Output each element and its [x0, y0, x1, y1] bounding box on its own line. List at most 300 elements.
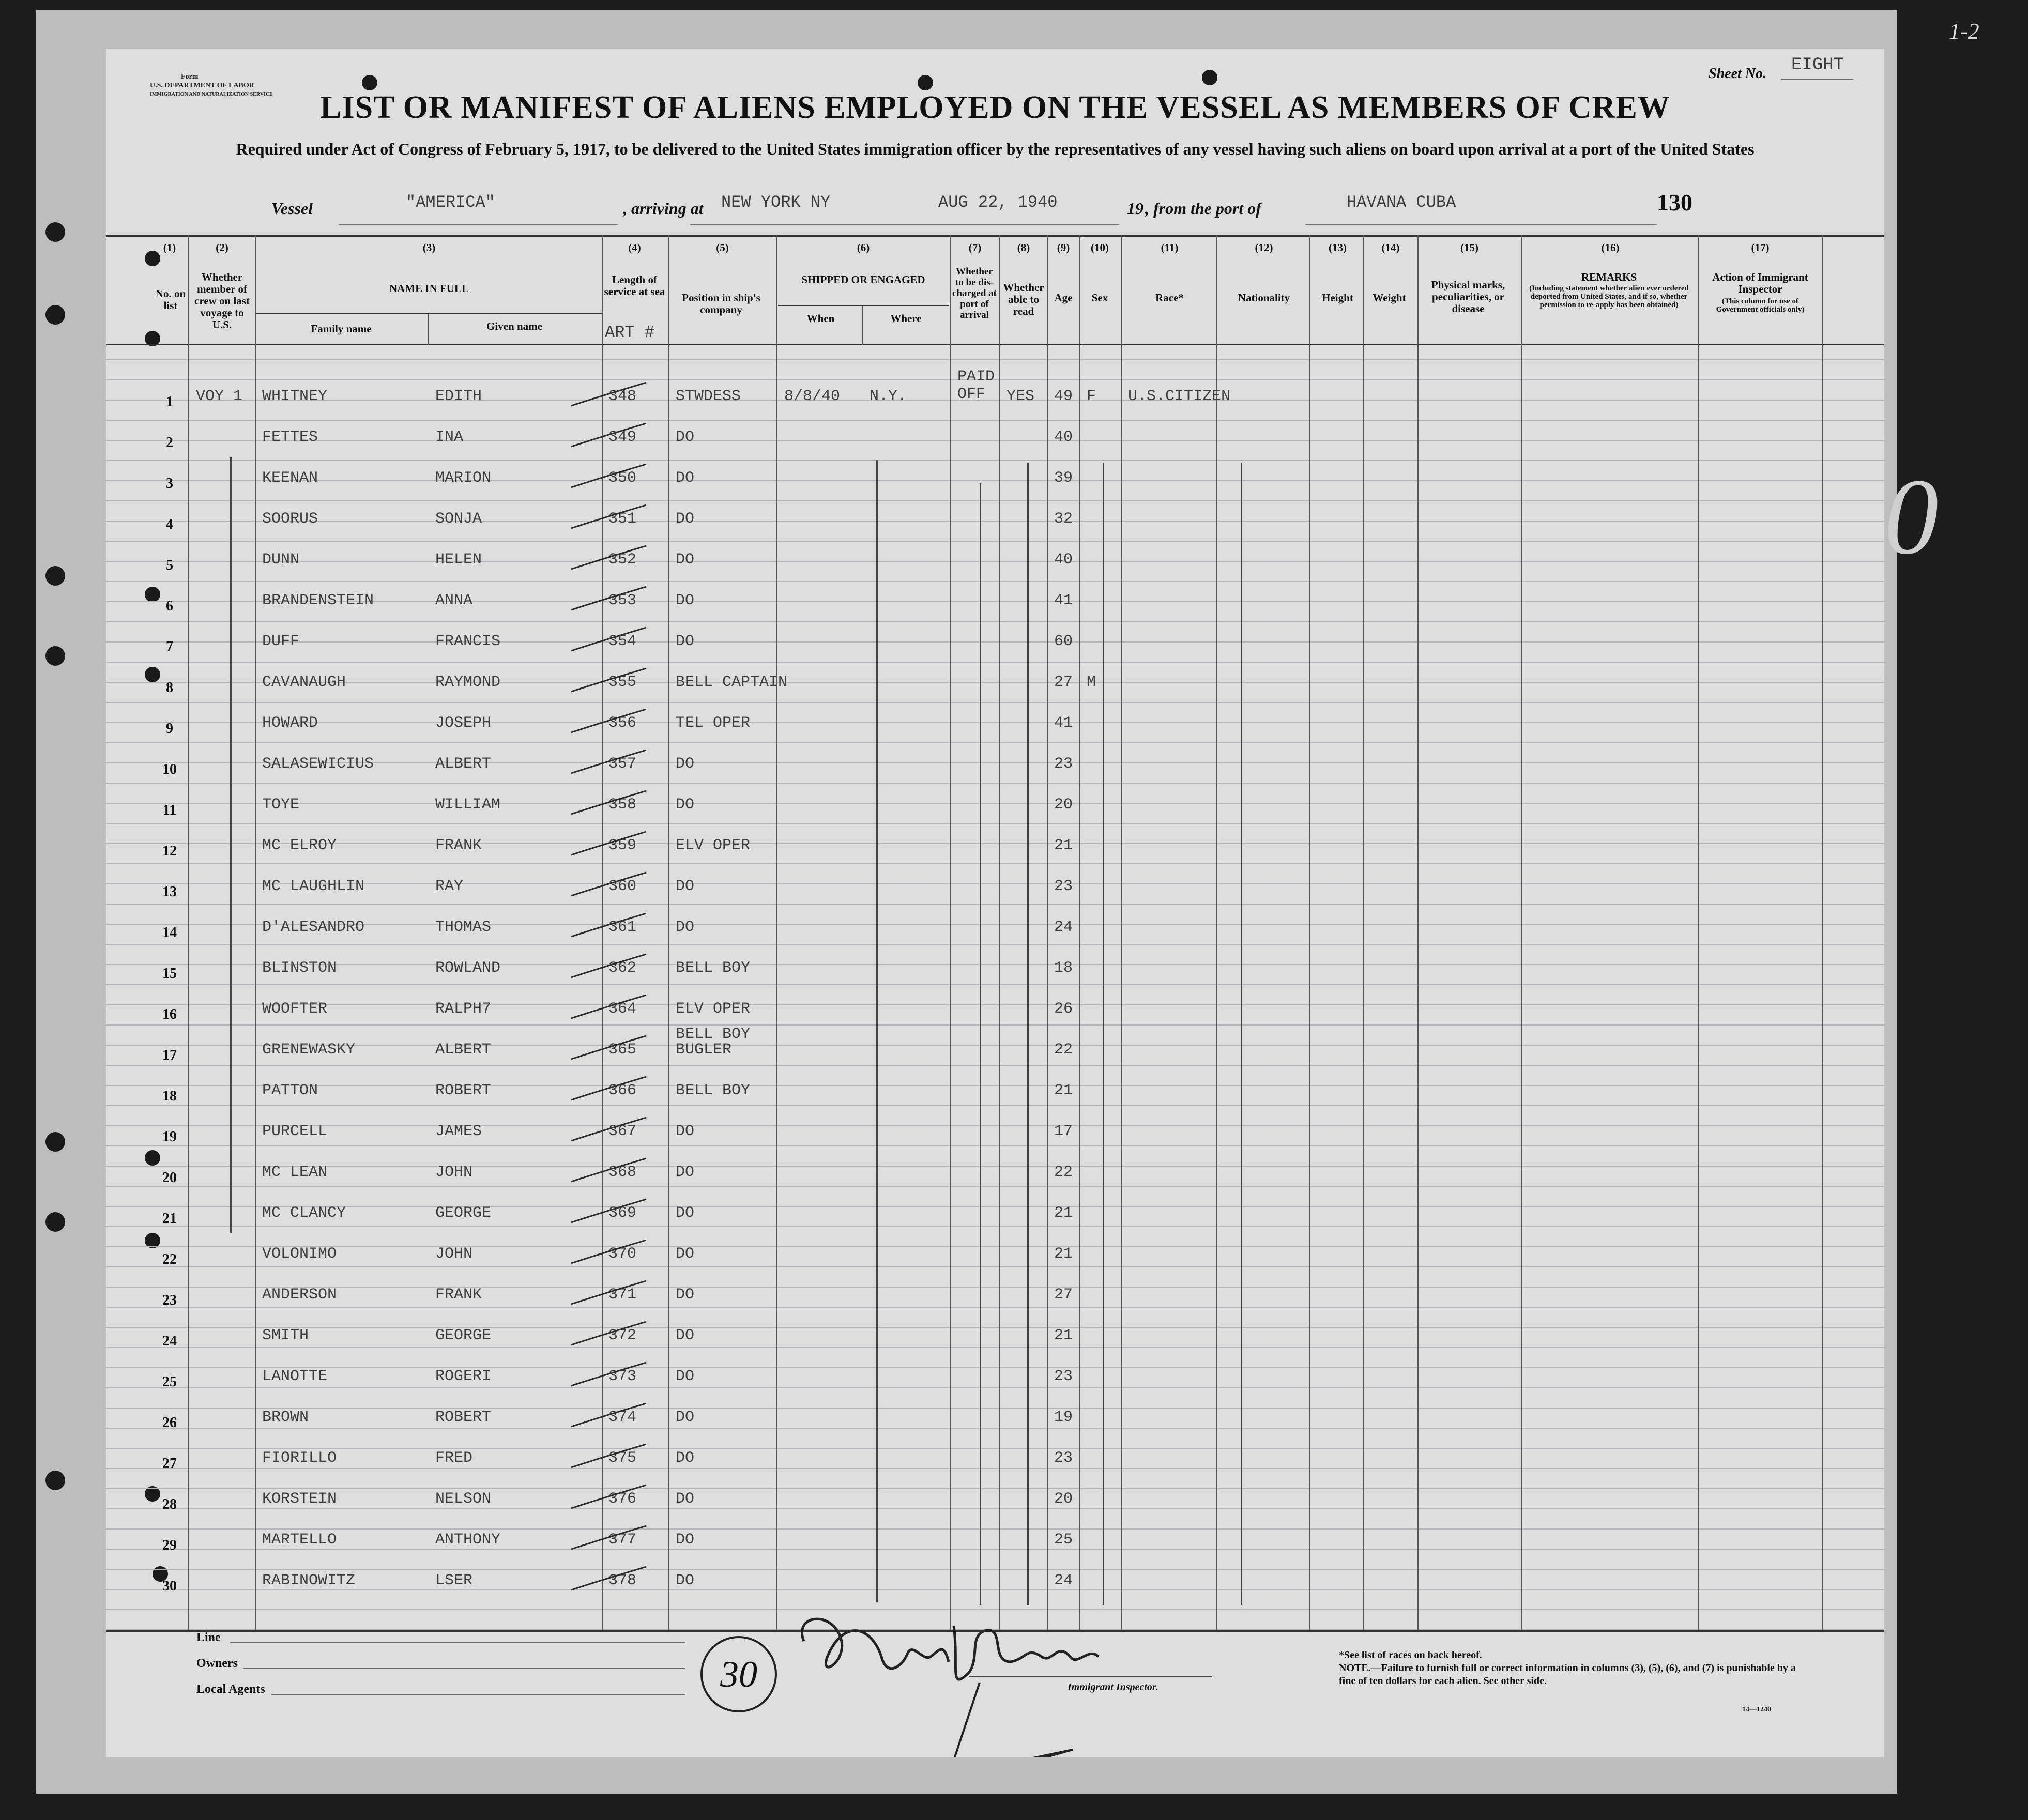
cell-given: RAY — [435, 878, 464, 895]
ledger-rule — [106, 702, 1884, 703]
cell-no: 2 — [166, 435, 173, 451]
header-sex: Sex — [1091, 292, 1108, 304]
cell-family: DUFF — [262, 633, 300, 650]
check-stroke-icon — [569, 1401, 651, 1432]
cell-art: 366 — [608, 1082, 637, 1099]
cell-art: 372 — [608, 1327, 637, 1344]
arriving-label: , arriving at — [623, 199, 704, 218]
agents-underline — [271, 1694, 685, 1695]
cell-position: DO — [676, 755, 695, 773]
check-stroke-icon — [569, 543, 651, 574]
ledger-rule — [106, 1367, 1884, 1368]
cell-no: 4 — [166, 516, 173, 532]
ledger-rule — [106, 783, 1884, 784]
column-rule — [188, 235, 189, 1631]
ledger-rule — [106, 1307, 1884, 1308]
ledger-rule — [106, 1468, 1884, 1469]
check-stroke-icon — [569, 1197, 651, 1228]
ledger-rule — [106, 924, 1884, 925]
column-rule — [1822, 235, 1823, 1631]
cell-no: 14 — [162, 925, 177, 941]
arriving-underline — [690, 224, 1119, 225]
column-rule — [776, 235, 777, 1631]
ledger-rule — [106, 359, 1884, 360]
cell-family: PATTON — [262, 1082, 318, 1099]
cell-art: 378 — [608, 1572, 637, 1589]
ledger-rule — [106, 1347, 1884, 1348]
cell-age: 39 — [1054, 469, 1073, 487]
cell-given: FRANK — [435, 837, 482, 854]
header-no-on-list: No. on list — [155, 287, 186, 312]
cell-family: WOOFTER — [262, 1000, 328, 1018]
cell-age: 23 — [1054, 1449, 1073, 1467]
column-number: (7) — [968, 241, 982, 254]
cell-given: EDITH — [435, 388, 482, 405]
page-number: 130 — [1657, 189, 1692, 216]
ledger-rule — [106, 883, 1884, 884]
departure-port: HAVANA CUBA — [1347, 193, 1456, 212]
header-discharged: Whether to be dis-charged at port of arrival — [952, 266, 997, 320]
cell-family: MC LEAN — [262, 1164, 328, 1181]
ledger-rule — [106, 742, 1884, 743]
column-number: (17) — [1751, 241, 1770, 254]
ledger-rule — [106, 843, 1884, 844]
cell-given: SONJA — [435, 510, 482, 528]
cell-family: MARTELLO — [262, 1531, 337, 1549]
cell-age: 41 — [1054, 714, 1073, 732]
binder-hole — [45, 566, 65, 586]
cell-discharged: PAID OFF — [957, 368, 995, 403]
header-last-voyage: Whether member of crew on last voyage to U.S. — [194, 271, 250, 331]
cell-voy: VOY 1 — [196, 388, 243, 405]
cell-age: 24 — [1054, 1572, 1073, 1589]
cell-no: 24 — [162, 1333, 177, 1349]
cell-art: 352 — [608, 551, 637, 569]
header-race: Race* — [1155, 292, 1184, 304]
ledger-rule — [106, 1266, 1884, 1267]
check-stroke-icon — [569, 707, 651, 738]
inspector-underline — [969, 1676, 1212, 1677]
arrival-date: AUG 22, 1940 — [938, 193, 1058, 212]
punch-hole — [1202, 70, 1217, 85]
cell-no: 3 — [166, 476, 173, 492]
header-length-service: Length of service at sea — [604, 273, 665, 298]
binder-hole — [45, 222, 65, 242]
vessel-label: Vessel — [271, 199, 313, 218]
ledger-rule — [106, 904, 1884, 905]
cell-given: ALBERT — [435, 1041, 492, 1059]
cell-position: DO — [676, 429, 695, 446]
races-note: *See list of races on back hereof. — [1339, 1649, 1482, 1661]
column-rule — [668, 235, 669, 1631]
header-where: Where — [890, 312, 922, 325]
cell-age: 25 — [1054, 1531, 1073, 1549]
check-stroke-icon — [569, 911, 651, 942]
cell-art: 348 — [608, 388, 637, 405]
cell-position: DO — [676, 1490, 695, 1508]
cell-position: DO — [676, 1286, 695, 1304]
cell-family: SOORUS — [262, 510, 318, 528]
cell-given: ROGERI — [435, 1368, 492, 1385]
manifest-title: LIST OR MANIFEST OF ALIENS EMPLOYED ON THE VESSEL AS MEMBERS OF CREW — [320, 90, 1670, 125]
cell-no: 26 — [162, 1415, 177, 1431]
cell-position: DO — [676, 592, 695, 609]
port-label: , from the port of — [1145, 199, 1261, 218]
cell-art: 364 — [608, 1000, 637, 1018]
cell-given: NELSON — [435, 1490, 492, 1508]
ledger-rule — [106, 1549, 1884, 1550]
ledger-rule — [106, 803, 1884, 804]
cell-age: 20 — [1054, 1490, 1073, 1508]
check-stroke-icon — [569, 1074, 651, 1105]
ledger-rule — [106, 1186, 1884, 1187]
column-number: (5) — [716, 241, 729, 254]
cell-position: BELL BOY — [676, 1082, 751, 1099]
column-rule — [999, 235, 1000, 1631]
cell-family: GRENEWASKY — [262, 1041, 356, 1059]
cell-given: INA — [435, 429, 464, 446]
cell-family: BLINSTON — [262, 959, 337, 977]
header-weight: Weight — [1373, 292, 1406, 304]
cell-position: DO — [676, 1123, 695, 1140]
column-rule — [862, 306, 863, 345]
cell-position: STWDESS — [676, 388, 741, 405]
column-rule — [255, 235, 256, 1631]
header-art-number: ART # — [605, 323, 655, 342]
cell-no: 28 — [162, 1496, 177, 1512]
binder-hole — [45, 1132, 65, 1152]
cell-family: BRANDENSTEIN — [262, 592, 374, 609]
owners-label: Owners — [196, 1657, 238, 1670]
ditto-line — [876, 460, 878, 1602]
cell-age: 23 — [1054, 1368, 1073, 1385]
cell-art: 360 — [608, 878, 637, 895]
cell-age: 27 — [1054, 674, 1073, 691]
ditto-line — [980, 483, 981, 1605]
ledger-rule — [106, 1004, 1884, 1005]
cell-age: 27 — [1054, 1286, 1073, 1304]
ledger-rule — [106, 823, 1884, 824]
cell-no: 23 — [162, 1292, 177, 1308]
cell-position: DO — [676, 878, 695, 895]
ledger-rule — [106, 581, 1884, 582]
cell-given: GEORGE — [435, 1327, 492, 1344]
header-remarks-note: (Including statement whether alien ever ordered deported from United States, and if so, whether permission to re-apply has been obtained) — [1529, 284, 1689, 309]
column-rule — [1216, 235, 1217, 1631]
cell-position: TEL OPER — [676, 714, 751, 732]
ledger-rule — [106, 1589, 1884, 1590]
cell-sex: M — [1087, 674, 1096, 691]
header-nationality: Nationality — [1238, 292, 1290, 304]
cell-age: 24 — [1054, 919, 1073, 936]
name-header-rule — [256, 313, 602, 314]
binder-hole — [45, 1212, 65, 1232]
sheet-number: EIGHT — [1791, 55, 1844, 75]
cell-age: 20 — [1054, 796, 1073, 814]
cell-no: 1 — [166, 394, 173, 410]
cell-art: 354 — [608, 633, 637, 650]
check-stroke-icon — [569, 1319, 651, 1350]
ledger-rule — [106, 682, 1884, 683]
ledger-rule — [106, 561, 1884, 562]
punch-hole — [145, 1150, 160, 1166]
ledger-rule — [106, 1206, 1884, 1207]
column-number: (9) — [1057, 241, 1070, 254]
ledger-rule — [106, 1125, 1884, 1126]
cell-age: 21 — [1054, 1245, 1073, 1263]
ledger-rule — [106, 1024, 1884, 1026]
port-underline — [1305, 224, 1657, 225]
cell-art: 350 — [608, 469, 637, 487]
binder-hole — [45, 646, 65, 666]
cell-art: 358 — [608, 796, 637, 814]
cell-family: RABINOWITZ — [262, 1572, 356, 1589]
ledger-rule — [106, 500, 1884, 501]
cell-age: 21 — [1054, 1082, 1073, 1099]
ledger-rule — [106, 1408, 1884, 1409]
column-number: (6) — [857, 241, 870, 254]
column-rule — [1309, 235, 1310, 1631]
sheet-label: Sheet No. — [1709, 66, 1766, 82]
cell-family: KORSTEIN — [262, 1490, 337, 1508]
cell-given: FRANCIS — [435, 633, 501, 650]
check-stroke-icon — [569, 584, 651, 615]
cell-no: 21 — [162, 1211, 177, 1227]
cell-race: U.S.CITIZEN — [1128, 388, 1231, 405]
cell-family: PURCELL — [262, 1123, 328, 1140]
check-stroke-icon — [569, 952, 651, 983]
cell-position: BELL CAPTAIN — [676, 674, 788, 691]
ledger-rule — [106, 1246, 1884, 1247]
check-stroke-icon — [569, 1033, 651, 1064]
cell-art: 369 — [608, 1204, 637, 1222]
cell-family: VOLONIMO — [262, 1245, 337, 1263]
cell-no: 19 — [162, 1129, 177, 1145]
cell-when: 8/8/40 — [784, 388, 841, 405]
header-given-name: Given name — [486, 320, 542, 332]
cell-age: 26 — [1054, 1000, 1073, 1018]
cell-art: 359 — [608, 837, 637, 854]
cell-no: 10 — [162, 761, 177, 777]
ledger-rule — [106, 1528, 1884, 1530]
cell-given: ROWLAND — [435, 959, 501, 977]
ledger-rule — [106, 1387, 1884, 1388]
ledger-rule — [106, 1226, 1884, 1227]
cell-position: DO — [676, 1164, 695, 1181]
punch-hole — [918, 75, 933, 90]
ledger-rule — [106, 1448, 1884, 1449]
cell-age: 23 — [1054, 755, 1073, 773]
cell-family: CAVANAUGH — [262, 674, 346, 691]
column-number: (3) — [422, 241, 436, 254]
cell-given: FRED — [435, 1449, 473, 1467]
ledger-rule — [106, 541, 1884, 542]
cell-age: 22 — [1054, 1164, 1073, 1181]
column-number: (13) — [1329, 241, 1347, 254]
cell-given: LSER — [435, 1572, 473, 1589]
check-stroke-icon — [569, 870, 651, 901]
line-underline — [230, 1642, 685, 1643]
cell-age: 60 — [1054, 633, 1073, 650]
cell-given: MARION — [435, 469, 492, 487]
check-stroke-icon — [569, 747, 651, 778]
cell-position: ELV OPER — [676, 837, 751, 854]
form-id: Form U.S. DEPARTMENT OF LABOR IMMIGRATION AND NATURALIZATION SERVICE — [150, 73, 273, 97]
cell-no: 16 — [162, 1006, 177, 1022]
cell-no: 13 — [162, 884, 177, 900]
cell-age: 21 — [1054, 1204, 1073, 1222]
cell-position: DO — [676, 1204, 695, 1222]
check-stroke-icon — [569, 1442, 651, 1473]
sheet-underline — [1781, 79, 1853, 80]
check-stroke-icon — [569, 502, 651, 533]
header-action: Action of Immigrant Inspector — [1712, 271, 1808, 295]
cell-position: DO — [676, 1531, 695, 1549]
cell-position: DO — [676, 1368, 695, 1385]
local-agents-label: Local Agents — [196, 1683, 265, 1696]
column-rule — [950, 235, 951, 1631]
cell-art: 365 — [608, 1041, 637, 1059]
cell-given: WILLIAM — [435, 796, 501, 814]
ledger-rule — [106, 621, 1884, 622]
owners-underline — [243, 1668, 685, 1669]
cell-no: 9 — [166, 721, 173, 737]
check-stroke-icon — [569, 1156, 651, 1187]
cell-art: 349 — [608, 429, 637, 446]
header-height: Height — [1322, 292, 1353, 304]
cell-family: MC LAUGHLIN — [262, 878, 365, 895]
cell-art: 376 — [608, 1490, 637, 1508]
check-stroke-icon — [569, 1115, 651, 1146]
column-number: (8) — [1017, 241, 1030, 254]
manifest-page — [106, 49, 1884, 1757]
cell-art: 353 — [608, 592, 637, 609]
cell-position: DO — [676, 1327, 695, 1344]
inspector-label: Immigrant Inspector. — [1068, 1681, 1158, 1693]
cell-position: DO — [676, 1572, 695, 1589]
cell-no: 8 — [166, 680, 173, 696]
header-remarks: REMARKS — [1581, 271, 1637, 283]
cell-age: 19 — [1054, 1409, 1073, 1426]
binder-hole — [45, 305, 65, 325]
cell-no: 11 — [162, 802, 177, 818]
cell-no: 12 — [162, 843, 177, 859]
cell-no: 17 — [162, 1047, 177, 1063]
cell-art: 351 — [608, 510, 637, 528]
cell-art: 375 — [608, 1449, 637, 1467]
column-rule — [1047, 235, 1048, 1631]
cell-family: SMITH — [262, 1327, 309, 1344]
ledger-rule — [106, 944, 1884, 945]
cell-no: 18 — [162, 1088, 177, 1104]
cell-age: 49 — [1054, 388, 1073, 405]
cell-given: JOHN — [435, 1245, 473, 1263]
cell-family: D'ALESANDRO — [262, 919, 365, 936]
check-stroke-icon — [569, 829, 651, 860]
cell-family: HOWARD — [262, 714, 318, 732]
header-age: Age — [1054, 292, 1073, 304]
column-rule — [1363, 235, 1364, 1631]
column-number: (15) — [1460, 241, 1478, 254]
ledger-rule — [106, 662, 1884, 663]
cell-position: ELV OPER — [676, 1000, 751, 1018]
ledger-rule — [106, 1105, 1884, 1106]
cell-age: 23 — [1054, 878, 1073, 895]
ledger-rule — [106, 722, 1884, 723]
cell-art: 362 — [608, 959, 637, 977]
cell-given: ANNA — [435, 592, 473, 609]
ledger-rule — [106, 1045, 1884, 1046]
header-position: Position in ship's company — [682, 292, 760, 316]
cell-no: 6 — [166, 598, 173, 614]
header-bottom-rule — [106, 344, 1884, 345]
grid-top-rule — [106, 235, 1884, 237]
cell-given: ALBERT — [435, 755, 492, 773]
vessel-name: "AMERICA" — [406, 193, 495, 212]
cell-no: 30 — [162, 1578, 177, 1594]
cell-age: 21 — [1054, 1327, 1073, 1344]
cell-age: 17 — [1054, 1123, 1073, 1140]
cell-sex: F — [1087, 388, 1096, 405]
cell-position: DO — [676, 919, 695, 936]
shipped-header-rule — [778, 305, 949, 306]
cell-family: BROWN — [262, 1409, 309, 1426]
cell-family: ANDERSON — [262, 1286, 337, 1304]
header-physical-marks: Physical marks, peculiarities, or disease — [1431, 279, 1505, 315]
header-action-note: (This column for use of Government officials only) — [1716, 297, 1805, 314]
cell-age: 18 — [1054, 959, 1073, 977]
cell-age: 22 — [1054, 1041, 1073, 1059]
column-rule — [1079, 235, 1080, 1631]
column-number: (14) — [1381, 241, 1400, 254]
cell-given: ROBERT — [435, 1082, 492, 1099]
ledger-rule — [106, 1327, 1884, 1328]
cell-no: 25 — [162, 1374, 177, 1390]
column-number: (11) — [1161, 241, 1179, 254]
header-when: When — [806, 312, 835, 325]
ledger-rule — [106, 1065, 1884, 1066]
cell-family: MC ELROY — [262, 837, 337, 854]
check-stroke-icon — [569, 1564, 651, 1595]
ledger-rule — [106, 440, 1884, 441]
header-able-to-read: Whether able to read — [1003, 281, 1044, 317]
penalty-note: NOTE.—Failure to furnish full or correct information in columns (3), (5), (6), and (7) is punishable by a fine of ten dollars for each alien. See other side. — [1339, 1662, 1796, 1687]
cell-no: 15 — [162, 966, 177, 982]
cell-position: DO — [676, 1449, 695, 1467]
line-label: Line — [196, 1631, 221, 1644]
cell-family: SALASEWICIUS — [262, 755, 374, 773]
check-stroke-icon — [569, 462, 651, 493]
cell-given: RAYMOND — [435, 674, 501, 691]
cell-given: FRANK — [435, 1286, 482, 1304]
vessel-underline — [339, 224, 618, 225]
column-rule — [1698, 235, 1699, 1631]
ledger-rule — [106, 1428, 1884, 1429]
cell-given: ANTHONY — [435, 1531, 501, 1549]
cell-given: ROBERT — [435, 1409, 492, 1426]
cell-no: 20 — [162, 1170, 177, 1186]
cell-family: DUNN — [262, 551, 300, 569]
ditto-line — [230, 457, 232, 1233]
ledger-rule — [106, 1085, 1884, 1086]
cell-read: YES — [1007, 388, 1035, 405]
cell-art: 357 — [608, 755, 637, 773]
cell-family: TOYE — [262, 796, 300, 814]
ledger-rule — [106, 1145, 1884, 1146]
cell-age: 21 — [1054, 837, 1073, 854]
column-number: (12) — [1255, 241, 1273, 254]
year-label: 19 — [1127, 199, 1143, 218]
